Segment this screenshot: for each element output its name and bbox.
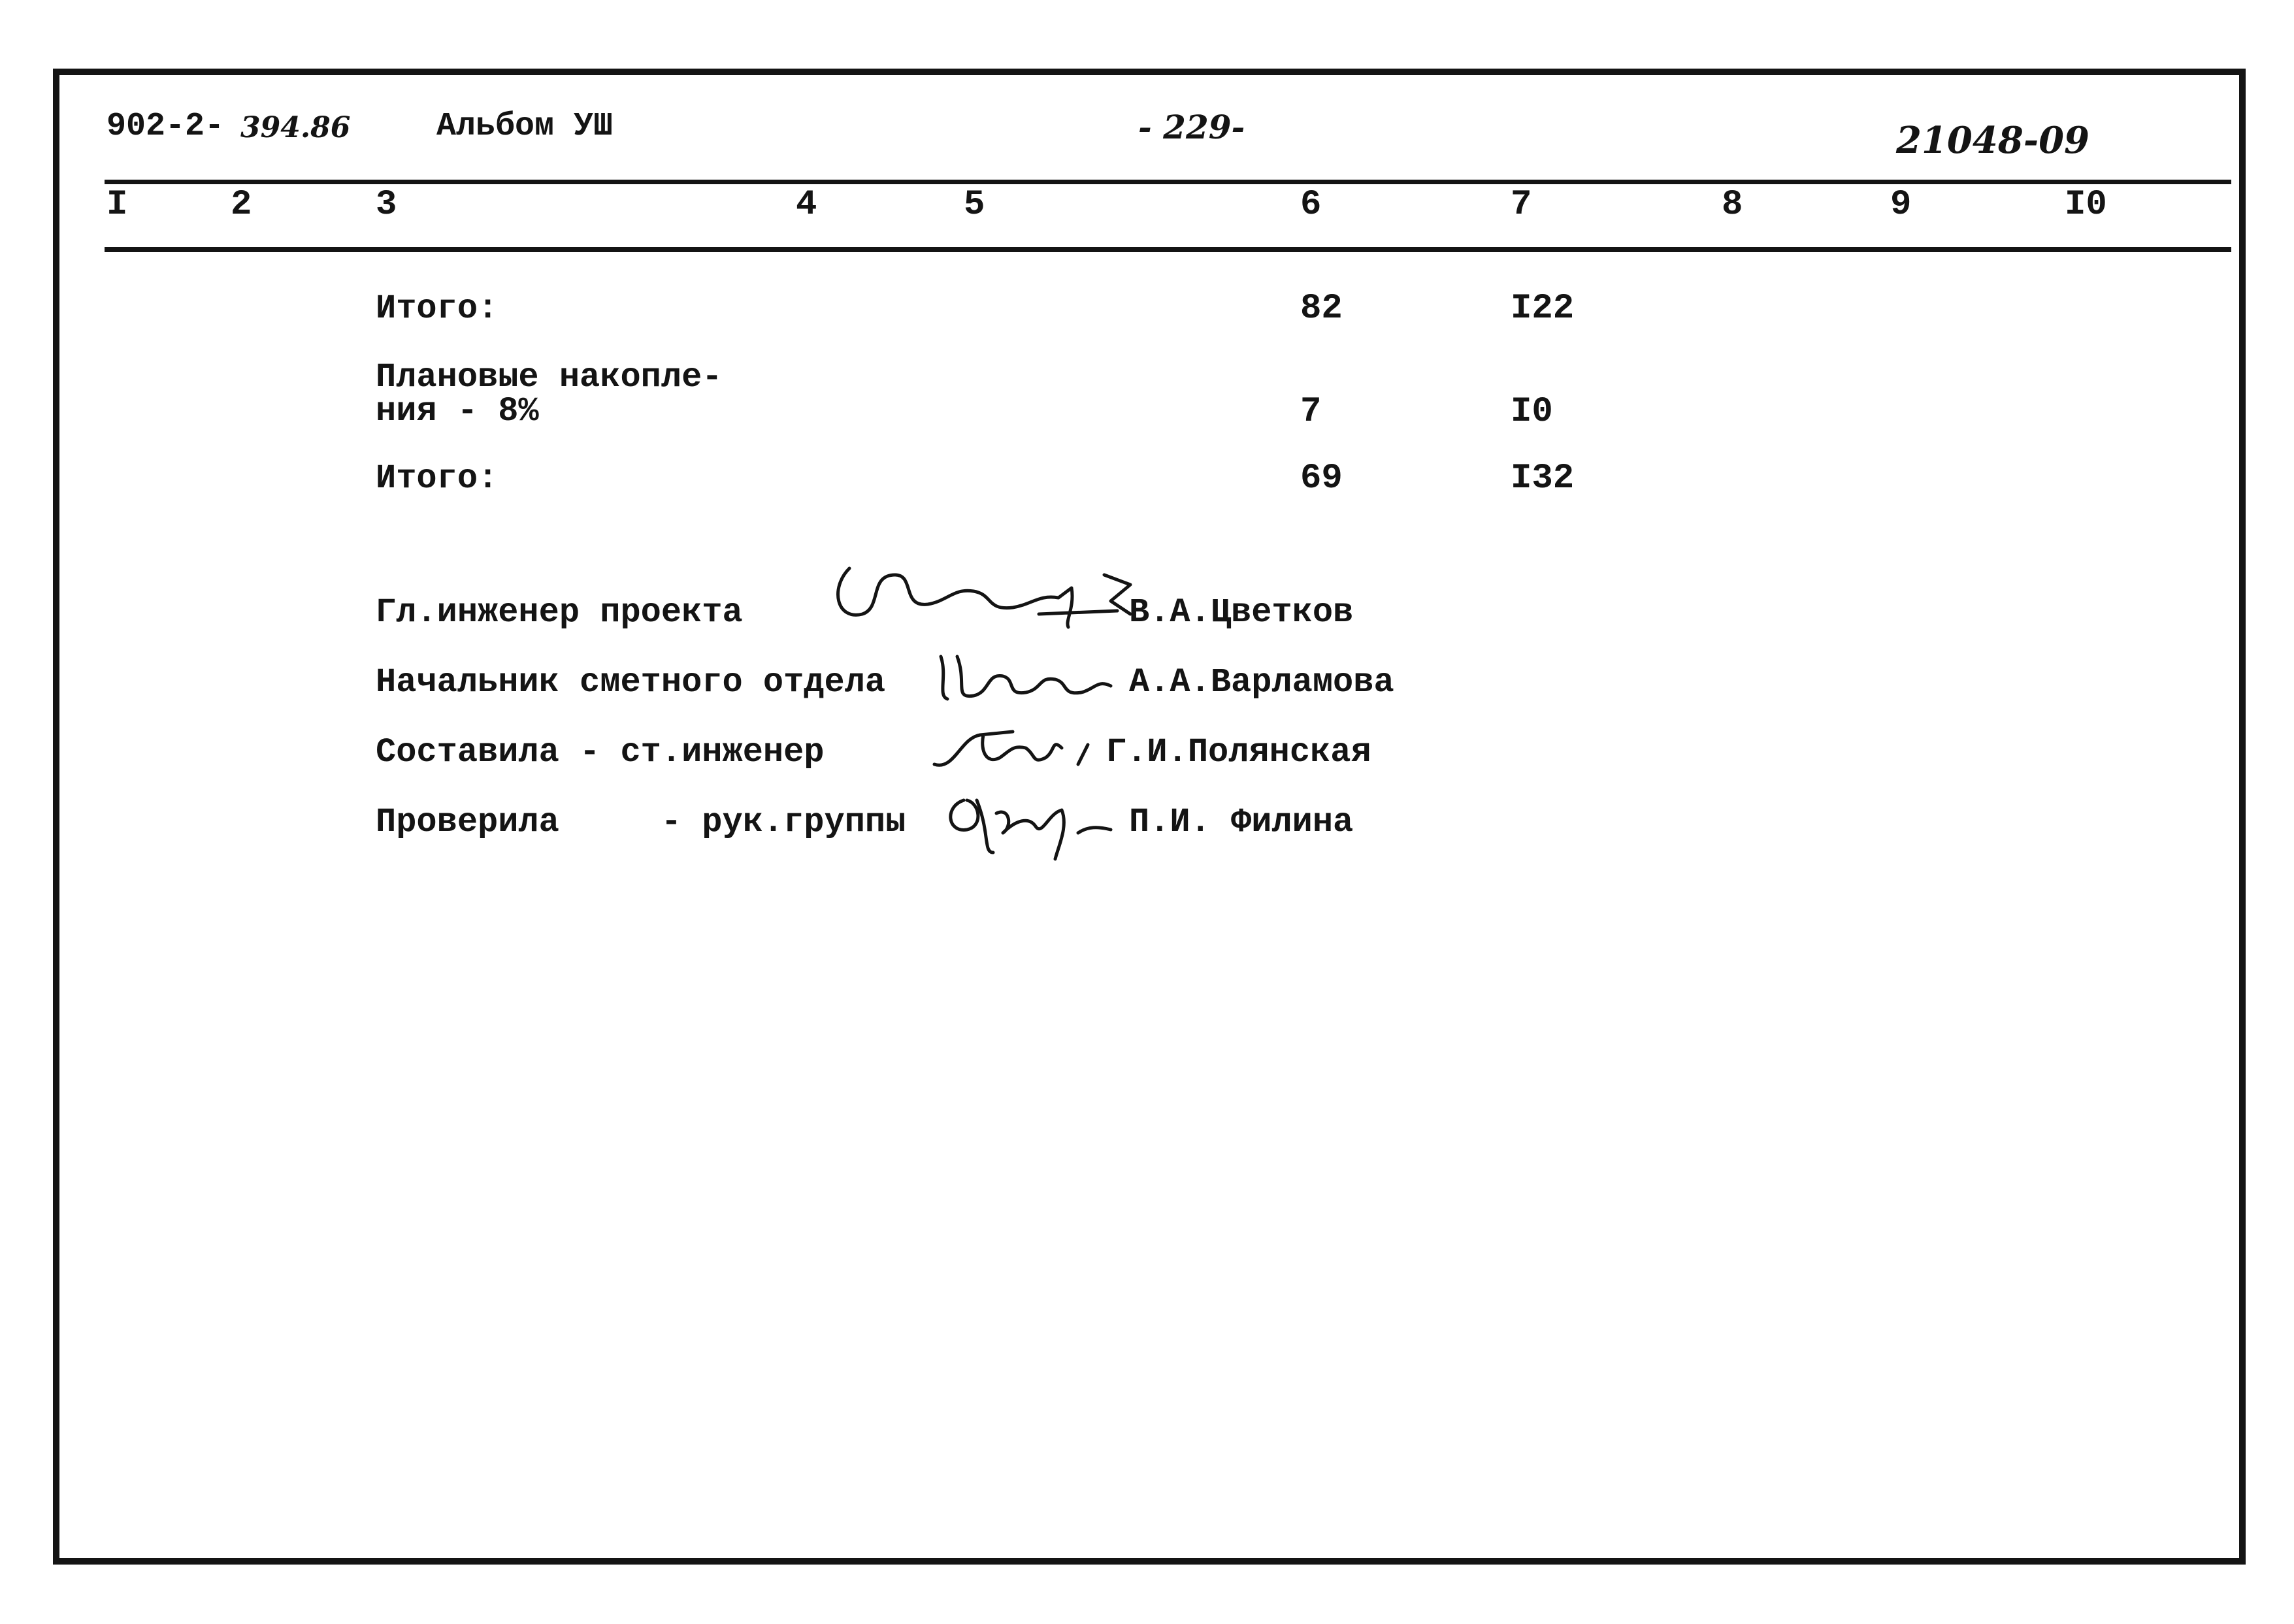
row-planned-label-line1: Плановые накопле- — [376, 358, 723, 397]
series-code: 902-2- — [107, 108, 225, 145]
row-planned-col6: 7 — [1300, 392, 1322, 432]
row-total-1-label: Итого: — [376, 289, 499, 328]
row-total-2-col7: I32 — [1511, 459, 1575, 498]
signatory-role-compiled-by: Составила - ст.инженер — [376, 733, 825, 771]
series-suffix-handwritten: 394.86 — [240, 111, 351, 144]
page-number: - 229- — [1138, 108, 1245, 146]
signatory-role-checked-by: Проверила - рук.группы — [376, 803, 906, 841]
row-planned-label-line2: ния - 8% — [376, 392, 539, 430]
column-number-10: I0 — [2065, 185, 2107, 225]
signatory-name-tsvetkov: В.А.Цветков — [1129, 593, 1354, 632]
row-total-1-col7: I22 — [1511, 289, 1575, 329]
row-total-2-col6: 69 — [1300, 459, 1343, 498]
header-rule — [105, 180, 2231, 184]
document-number: 21048-09 — [1896, 119, 2089, 162]
row-total-1-col6: 82 — [1300, 289, 1343, 329]
signature-filina — [938, 781, 1121, 866]
signatory-name-filina: П.И. Филина — [1129, 803, 1354, 841]
column-number-7: 7 — [1511, 185, 1532, 225]
column-number-5: 5 — [964, 185, 985, 225]
signatory-role-head-estimates: Начальник сметного отдела — [376, 663, 886, 702]
signature-varlamova — [928, 643, 1124, 715]
row-planned-col7: I0 — [1511, 392, 1553, 432]
column-number-8: 8 — [1722, 185, 1743, 225]
column-number-9: 9 — [1890, 185, 1912, 225]
signature-polyanskaya — [928, 719, 1104, 777]
column-number-4: 4 — [796, 185, 817, 225]
album-label: Альбом УШ — [436, 108, 614, 145]
column-number-2: 2 — [231, 185, 252, 225]
column-header-rule — [105, 247, 2231, 252]
signature-tsvetkov — [823, 549, 1137, 640]
signatory-name-polyanskaya: Г.И.Полянская — [1106, 733, 1371, 771]
column-number-3: 3 — [376, 185, 397, 225]
signatory-role-chief-engineer: Гл.инженер проекта — [376, 593, 743, 632]
row-total-2-label: Итого: — [376, 459, 499, 498]
signatory-name-varlamova: А.А.Варламова — [1129, 663, 1394, 702]
column-number-1: I — [107, 185, 128, 225]
column-number-6: 6 — [1300, 185, 1322, 225]
